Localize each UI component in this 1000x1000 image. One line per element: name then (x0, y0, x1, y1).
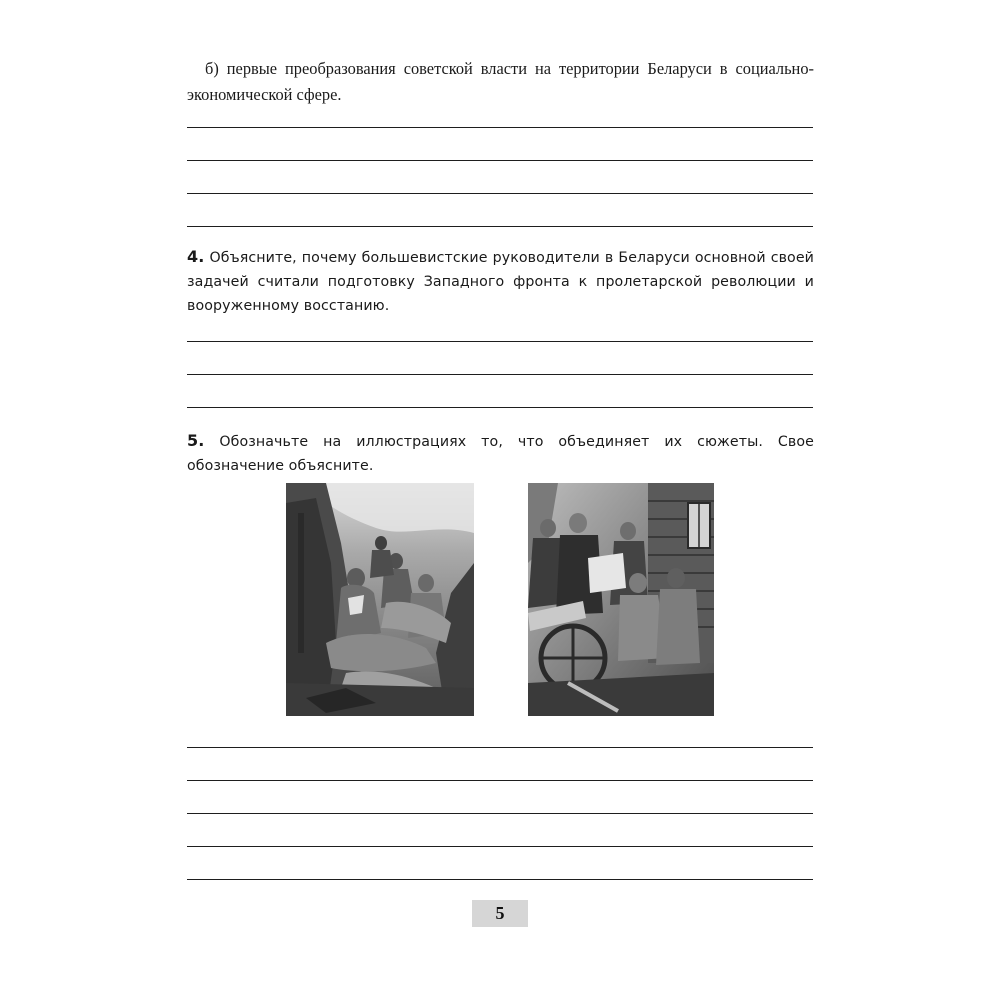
decree-painting-image (528, 483, 714, 716)
question-part-b: б) первые преобразования советской власти на территории Беларуси в социально-экономической сфере. (187, 59, 814, 104)
answer-line[interactable] (187, 780, 813, 781)
task-4 (187, 245, 814, 318)
answer-line[interactable] (187, 127, 813, 128)
answer-line[interactable] (187, 747, 813, 748)
trench-painting-image (286, 483, 474, 716)
page-number: 5 (472, 900, 528, 927)
answer-line[interactable] (187, 193, 813, 194)
answer-line[interactable] (187, 341, 813, 342)
answer-line[interactable] (187, 879, 813, 880)
answer-line[interactable] (187, 160, 813, 161)
answer-line[interactable] (187, 407, 813, 408)
illustration-trench[interactable] (286, 483, 474, 716)
illustration-reading-decree[interactable] (528, 483, 714, 716)
answer-line[interactable] (187, 374, 813, 375)
answer-line[interactable] (187, 846, 813, 847)
task-5-text: Обозначьте на иллюстрациях то, что объединяет их сюжеты. Свое обозначение объясните. (187, 434, 814, 474)
task-5 (187, 429, 814, 478)
answer-line[interactable] (187, 813, 813, 814)
answer-line[interactable] (187, 226, 813, 227)
task-4-text: Объясните, почему большевистские руководители в Беларуси основной своей задачей считали подготовку Западного фронта к пролетарской революции и вооруженному восстанию. (187, 250, 814, 314)
task-5-number: 5. (187, 431, 205, 450)
task-4-number: 4. (187, 247, 205, 266)
